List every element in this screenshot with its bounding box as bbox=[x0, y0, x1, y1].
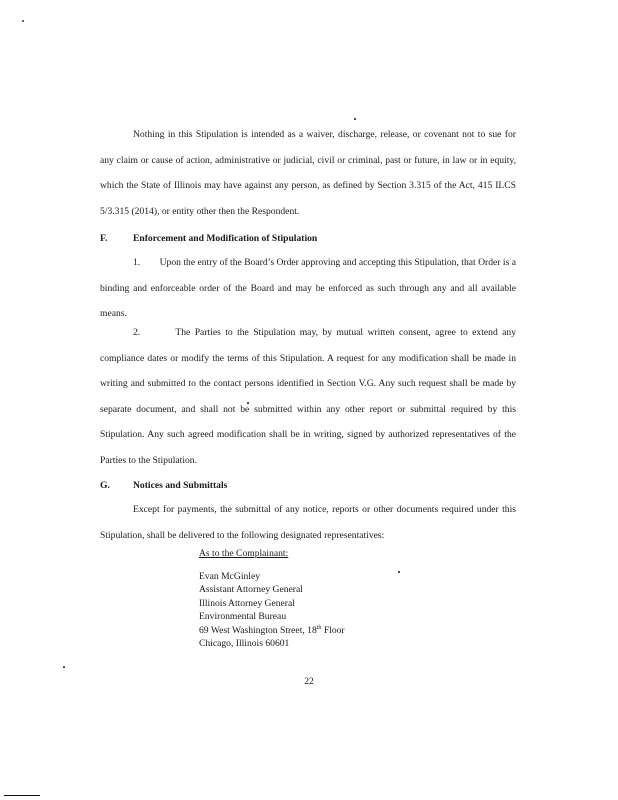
scan-speck bbox=[63, 666, 65, 668]
section-g-title: Notices and Submittals bbox=[133, 480, 228, 491]
section-f-letter: F. bbox=[100, 233, 108, 244]
street-ordinal: th bbox=[316, 624, 322, 631]
paragraph-f-2: 2. The Parties to the Stipulation may, by mutual written consent, agree to extend any compliance dates or modify the terms of this Stipulation. A request for any modification shall be made in writing and submitted to the contact persons identified in Section V.G. Any such request shall be made by separate document, and shall not be submitted within any other report or submittal required by this Stipulation. Any such agreed modification shall be in writing, signed by authorized representatives of the Parties to the Stipulation. bbox=[100, 327, 516, 466]
paragraph-non-waiver: Nothing in this Stipulation is intended as a waiver, discharge, release, or covenant not to sue for any claim or cause of action, administrative or judicial, civil or criminal, past or future, in law or in equity, which the State of Illinois may have against any person, as defined by Section 3.315 of the Act, 415 ILCS 5/3.315 (2014), or entity other then the Respondent. bbox=[100, 129, 516, 217]
section-g-heading bbox=[100, 480, 227, 491]
street-text: 69 West Washington Street, 18 bbox=[199, 624, 317, 636]
paragraph-g-1: Except for payments, the submittal of any notice, reports or other documents required under this Stipulation, shall be delivered to the following designated representatives: bbox=[100, 504, 516, 541]
complainant-address-block bbox=[199, 547, 345, 651]
contact-bureau: Environmental Bureau bbox=[199, 611, 287, 622]
scan-speck bbox=[354, 118, 356, 120]
paragraph-f-1: 1. Upon the entry of the Board’s Order approving and accepting this Stipulation, that Order is a binding and enforceable order of the Board and may be enforced as such through any and all available means. bbox=[100, 257, 516, 320]
contact-street bbox=[199, 624, 345, 638]
contact-office: Illinois Attorney General bbox=[199, 597, 295, 609]
footer-rule bbox=[4, 795, 40, 796]
contact-title: Assistant Attorney General bbox=[199, 584, 303, 595]
scan-speck bbox=[398, 571, 400, 573]
complainant-heading: As to the Complainant: bbox=[199, 548, 289, 559]
page-number: 22 bbox=[304, 676, 314, 687]
section-g-letter: G. bbox=[100, 480, 110, 491]
contact-city: Chicago, Illinois 60601 bbox=[199, 638, 290, 649]
scan-speck bbox=[22, 20, 24, 22]
section-f-heading bbox=[100, 233, 317, 244]
contact-name: Evan McGinley bbox=[199, 570, 261, 582]
street-floor: Floor bbox=[321, 624, 345, 636]
scan-speck bbox=[247, 402, 249, 404]
section-f-title: Enforcement and Modification of Stipulation bbox=[133, 233, 318, 244]
